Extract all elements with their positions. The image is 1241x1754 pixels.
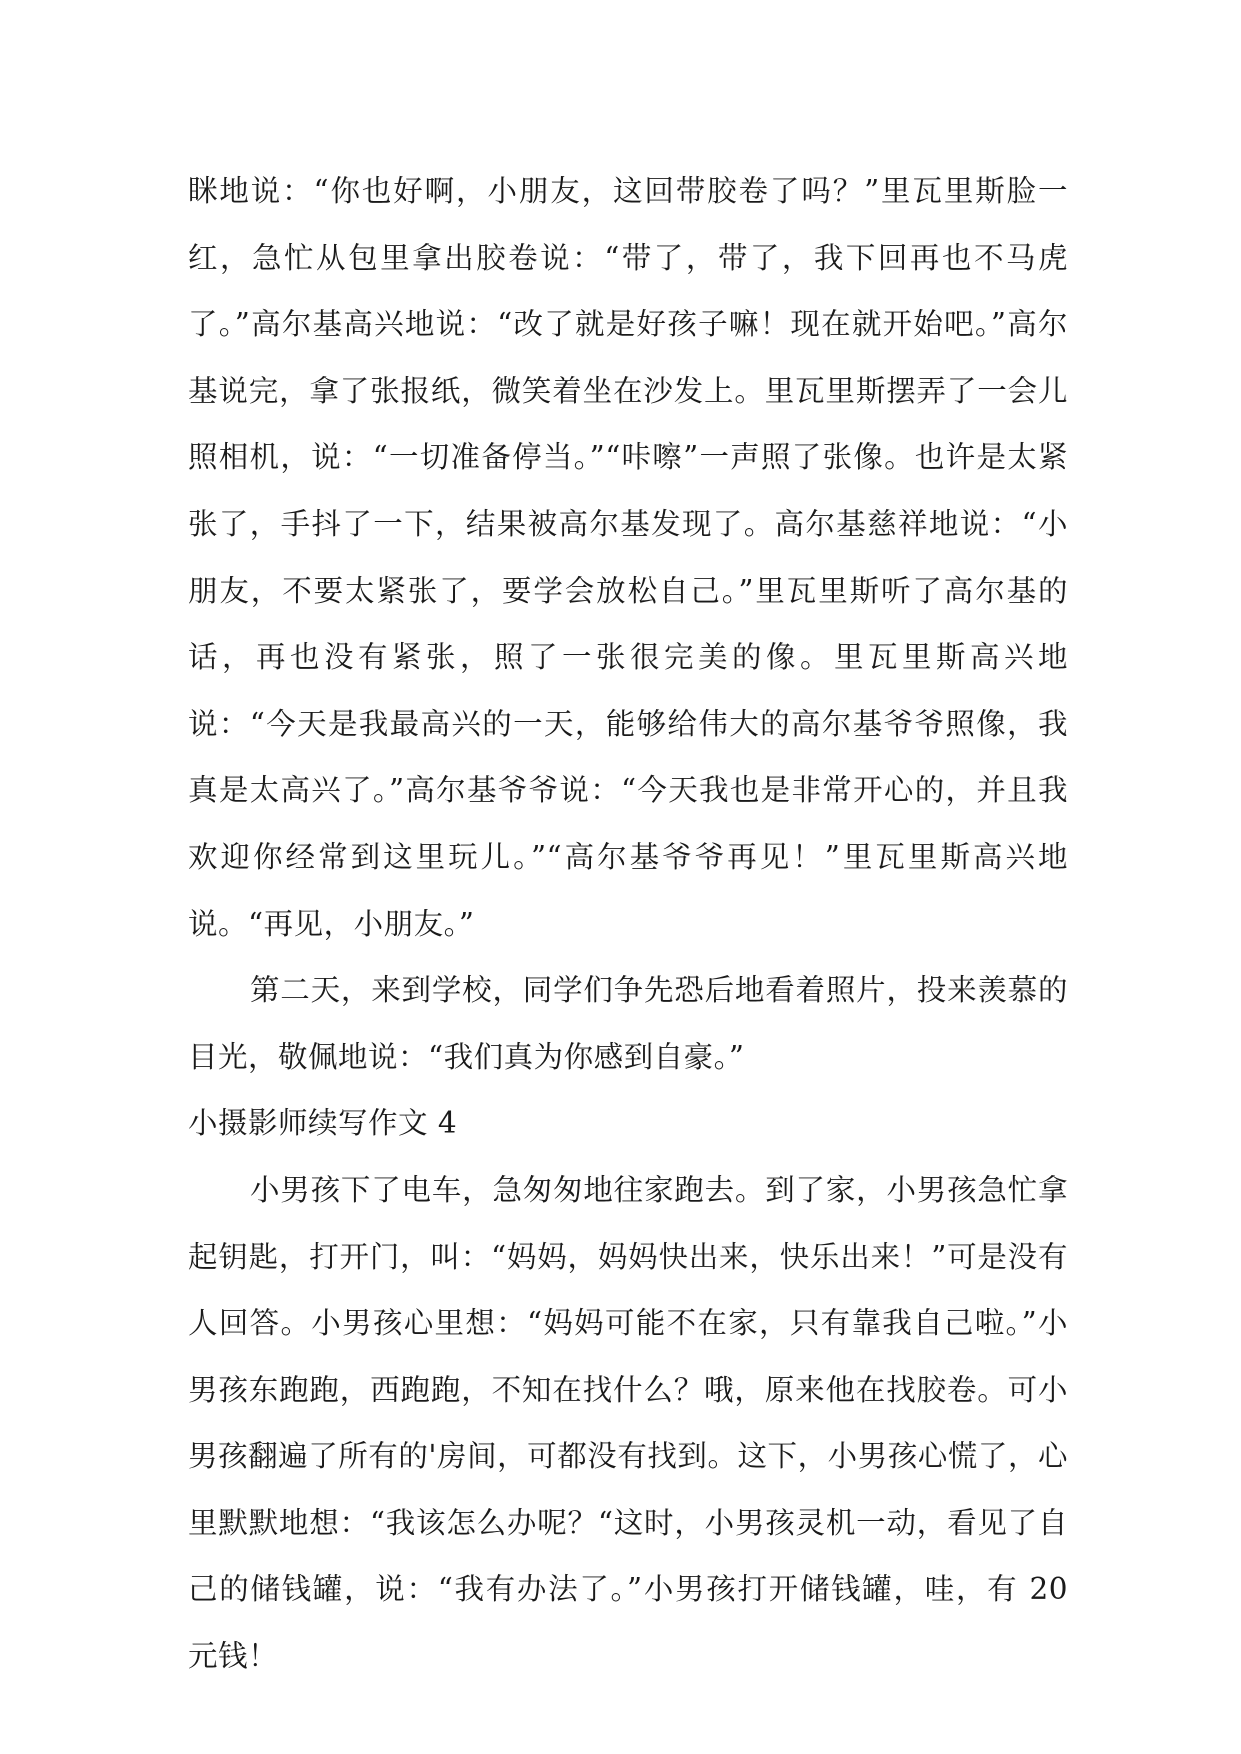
story-paragraph: 小男孩下了电车，急匆匆地往家跑去。到了家，小男孩急忙拿起钥匙，打开门，叫：“妈妈，妈妈快出来，快乐出来！”可是没有人回答。小男孩心里想：“妈妈可能不在家，只有靠我自己啦。”小男孩东跑跑，西跑跑，不知在找什么？哦，原来他在找胶卷。可小男孩翻遍了所有的'房间，可都没有找到。这下，小男孩心慌了，心里默默地想：“我该怎么办呢？“这时，小男孩灵机一动，看见了自己的储钱罐，说：“我有办法了。”小男孩打开储钱罐，哇，有 20 元钱！ [188, 1172, 1068, 1674]
document-body [188, 158, 1068, 1690]
story-paragraph: 第二天，来到学校，同学们争先恐后地看着照片，投来羡慕的目光，敬佩地说：“我们真为你感到自豪。” [188, 973, 1068, 1074]
story-paragraph: 眯地说：“你也好啊，小朋友，这回带胶卷了吗？”里瓦里斯脸一红，急忙从包里拿出胶卷说：“带了，带了，我下回再也不马虎了。”高尔基高兴地说：“改了就是好孩子嘛！现在就开始吧。”高尔基说完，拿了张报纸，微笑着坐在沙发上。里瓦里斯摆弄了一会儿照相机，说：“一切准备停当。”“咔嚓”一声照了张像。也许是太紧张了，手抖了一下，结果被高尔基发现了。高尔基慈祥地说：“小朋友，不要太紧张了，要学会放松自己。”里瓦里斯听了高尔基的话，再也没有紧张，照了一张很完美的像。里瓦里斯高兴地说：“今天是我最高兴的一天，能够给伟大的高尔基爷爷照像，我真是太高兴了。”高尔基爷爷说：“今天我也是非常开心的，并且我欢迎你经常到这里玩儿。”“高尔基爷爷再见！”里瓦里斯高兴地说。“再见，小朋友。” [188, 174, 1068, 941]
section-heading: 小摄影师续写作文 4 [188, 1106, 458, 1141]
